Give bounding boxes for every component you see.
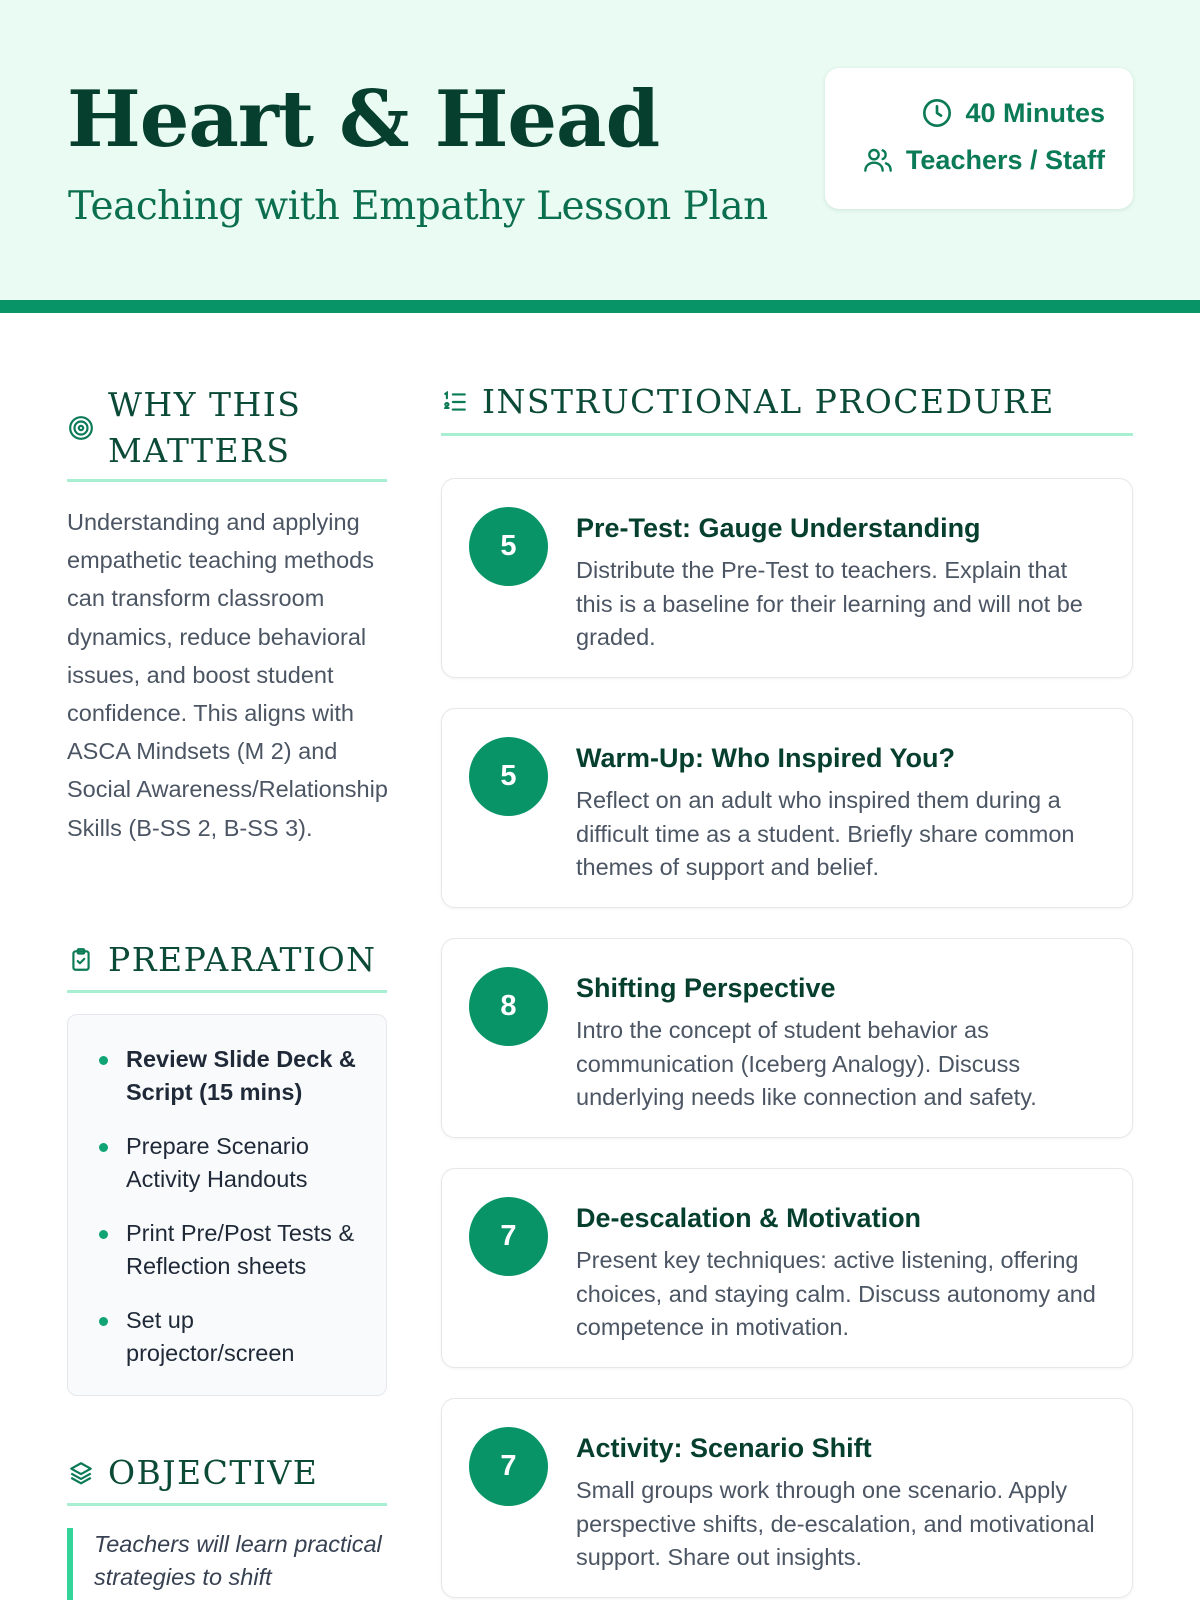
clock-icon (921, 97, 953, 129)
why-heading-text: WHY THIS MATTERS (108, 385, 302, 470)
preparation-heading (68, 940, 377, 979)
step-description: Present key techniques: active listening, offering choices, and staying calm. Discuss autonomy and competence in motivation. (576, 1247, 1096, 1340)
duration-meta (921, 97, 1105, 129)
step-title: De-escalation & Motivation (576, 1203, 922, 1233)
objective-quote: Teachers will learn practical strategies to shift (67, 1528, 389, 1600)
step-minutes-badge: 7 (469, 1427, 548, 1506)
preparation-list (126, 1043, 366, 1391)
procedure-heading (442, 382, 1055, 421)
procedure-step (441, 1168, 1133, 1368)
procedure-step (441, 1398, 1133, 1598)
clipboard-check-icon (68, 947, 94, 973)
header-accent-bar (0, 300, 1200, 313)
step-title: Shifting Perspective (576, 973, 836, 1003)
preparation-heading-text: PREPARATION (108, 940, 377, 979)
step-description: Reflect on an adult who inspired them during a difficult time as a student. Briefly share common themes of support and belief. (576, 787, 1075, 880)
page-subtitle: Teaching with Empathy Lesson Plan (68, 184, 768, 229)
duration-text: 40 Minutes (965, 97, 1105, 128)
audience-text: Teachers / Staff (905, 144, 1105, 175)
list-item: Print Pre/Post Tests & Reflection sheets (126, 1217, 366, 1283)
target-icon (68, 415, 94, 441)
list-item: Prepare Scenario Activity Handouts (126, 1130, 366, 1196)
procedure-step (441, 708, 1133, 908)
users-icon (862, 144, 894, 176)
step-description: Distribute the Pre-Test to teachers. Explain that this is a baseline for their learning and will not be graded. (576, 557, 1083, 650)
step-title: Activity: Scenario Shift (576, 1433, 872, 1463)
objective-divider (67, 1503, 387, 1506)
why-divider (67, 479, 387, 482)
layers-icon (68, 1460, 94, 1486)
objective-heading (68, 1453, 318, 1492)
procedure-step (441, 938, 1133, 1138)
page-title: Heart & Head (67, 74, 660, 165)
list-ordered-icon (442, 389, 468, 415)
why-body: Understanding and applying empathetic teaching methods can transform classroom dynamics, reduce behavioral issues, and boost student confidence. This aligns with ASCA Mindsets (M 2) and Social Awareness/Relationship Skills (B-SS 2, B-SS 3). (67, 509, 388, 841)
step-description: Small groups work through one scenario. Apply perspective shifts, de-escalation, and motivational support. Share out insights. (576, 1477, 1095, 1570)
procedure-heading-text: INSTRUCTIONAL PROCEDURE (482, 382, 1055, 421)
step-minutes-badge: 7 (469, 1197, 548, 1276)
why-heading (68, 382, 388, 474)
step-minutes-badge: 8 (469, 967, 548, 1046)
preparation-divider (67, 990, 387, 993)
step-description: Intro the concept of student behavior as communication (Iceberg Analogy). Discuss underlying needs like connection and safety. (576, 1017, 1037, 1110)
list-item: Review Slide Deck & Script (15 mins) (126, 1043, 366, 1109)
step-title: Pre-Test: Gauge Understanding (576, 513, 981, 543)
step-minutes-badge: 5 (469, 737, 548, 816)
procedure-step (441, 478, 1133, 678)
list-item: Set up projector/screen (126, 1304, 366, 1370)
step-minutes-badge: 5 (469, 507, 548, 586)
objective-heading-text: OBJECTIVE (108, 1453, 319, 1492)
lesson-meta-card (825, 68, 1133, 209)
preparation-box (67, 1014, 387, 1396)
step-title: Warm-Up: Who Inspired You? (576, 743, 955, 773)
audience-meta (862, 144, 1105, 176)
procedure-divider (441, 433, 1133, 436)
